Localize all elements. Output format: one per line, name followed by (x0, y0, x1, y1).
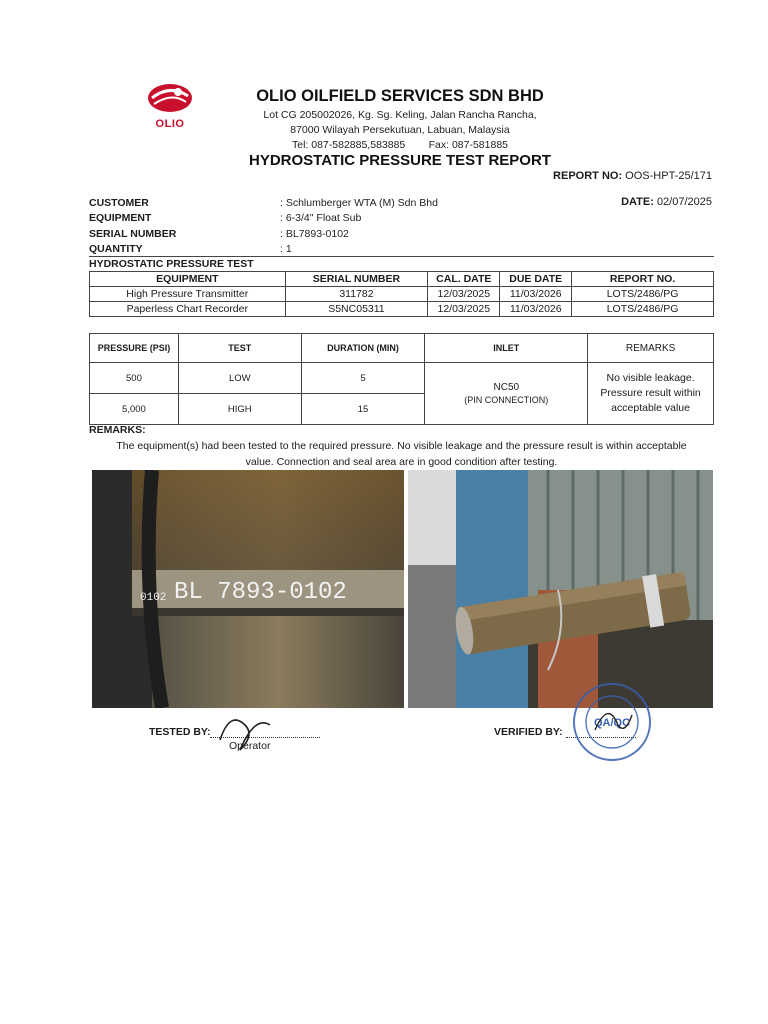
remarks-text (89, 438, 714, 470)
table-header-cell: CAL. DATE (428, 272, 500, 287)
table-header-cell: REPORT NO. (572, 272, 714, 287)
table-cell: 500 (90, 363, 179, 394)
company-name: OLIO OILFIELD SERVICES SDN BHD (256, 87, 544, 105)
equipment-label: EQUIPMENT (89, 212, 152, 224)
table-cell: HIGH (178, 394, 301, 425)
table-cell: 12/03/2025 (428, 302, 500, 317)
table-row (90, 302, 714, 317)
table-header-cell: TEST (178, 334, 301, 363)
quantity-label: QUANTITY (89, 243, 143, 255)
table-cell: 5,000 (90, 394, 179, 425)
engraved-prefix: 0102 (140, 592, 167, 604)
table-row (90, 287, 714, 302)
customer-value: : Schlumberger WTA (M) Sdn Bhd (280, 197, 438, 209)
table-header-cell: REMARKS (588, 334, 714, 363)
remarks-line-1: No visible leakage. (606, 372, 695, 384)
table-cell: 11/03/2026 (500, 287, 572, 302)
engraved-serial: BL 7893-0102 (174, 579, 347, 606)
table-cell: 11/03/2026 (500, 302, 572, 317)
customer-label: CUSTOMER (89, 197, 149, 209)
remarks-text-line-2: value. Connection and seal area are in good condition after testing. (245, 456, 558, 468)
inlet-line-2: (PIN CONNECTION) (464, 395, 549, 405)
remarks-line-3: acceptable value (611, 402, 690, 414)
table-cell: LOW (178, 363, 301, 394)
serial-engraving-photo (92, 470, 404, 708)
table-header-row (90, 334, 714, 363)
table-header-cell: DUE DATE (500, 272, 572, 287)
equipment-value: : 6-3/4" Float Sub (280, 212, 362, 224)
table-header-cell: SERIAL NUMBER (285, 272, 428, 287)
report-number (553, 170, 712, 182)
table-cell: 311782 (285, 287, 428, 302)
table-header-cell: EQUIPMENT (90, 272, 286, 287)
serial-label: SERIAL NUMBER (89, 228, 177, 240)
date-label: DATE: (621, 196, 654, 208)
table-row (90, 363, 714, 394)
serial-value: : BL7893-0102 (280, 228, 349, 240)
table-cell: 12/03/2025 (428, 287, 500, 302)
inlet-line-1: NC50 (493, 382, 520, 393)
contact-line: Tel: 087-582885,583885 Fax: 087-581885 (292, 139, 508, 151)
table-cell: S5NC05311 (285, 302, 428, 317)
equipment-table (89, 271, 714, 317)
table-cell: 15 (301, 394, 425, 425)
table-header-row (90, 272, 714, 287)
remarks-label: REMARKS: (89, 424, 146, 436)
tested-by-label: TESTED BY: (149, 726, 211, 738)
section-divider (89, 256, 714, 257)
report-date (621, 196, 712, 208)
section-title: HYDROSTATIC PRESSURE TEST (89, 258, 254, 270)
report-number-label: REPORT NO: (553, 170, 623, 182)
table-header-cell: INLET (425, 334, 588, 363)
inlet-cell (425, 363, 588, 425)
company-stamp-icon (570, 680, 654, 764)
stamp-text: QA/QC (593, 717, 631, 729)
table-cell: LOTS/2486/PG (572, 287, 714, 302)
remarks-cell (588, 363, 714, 425)
address-line-2: 87000 Wilayah Persekutuan, Labuan, Malaysia (290, 124, 510, 136)
verified-by-label: VERIFIED BY: (494, 726, 563, 738)
table-cell: High Pressure Transmitter (90, 287, 286, 302)
table-cell: 5 (301, 363, 425, 394)
address-line-1: Lot CG 205002026, Kg. Sg. Keling, Jalan Rancha Rancha, (263, 109, 537, 121)
report-number-value: OOS-HPT-25/171 (625, 170, 712, 182)
test-setup-photo (408, 470, 713, 708)
table-cell: Paperless Chart Recorder (90, 302, 286, 317)
table-cell: LOTS/2486/PG (572, 302, 714, 317)
table-header-cell: PRESSURE (PSI) (90, 334, 179, 363)
report-title: HYDROSTATIC PRESSURE TEST REPORT (249, 152, 551, 169)
table-header-cell: DURATION (MIN) (301, 334, 425, 363)
quantity-value: : 1 (280, 243, 292, 255)
test-table (89, 333, 714, 425)
logo-text: OLIO (155, 118, 185, 130)
remarks-text-line-1: The equipment(s) had been tested to the required pressure. No visible leakage and the pressure result is within acceptable (116, 440, 687, 452)
remarks-line-2: Pressure result within (600, 387, 701, 399)
tested-by-role: Operator (229, 740, 271, 752)
date-value: 02/07/2025 (656, 196, 712, 208)
